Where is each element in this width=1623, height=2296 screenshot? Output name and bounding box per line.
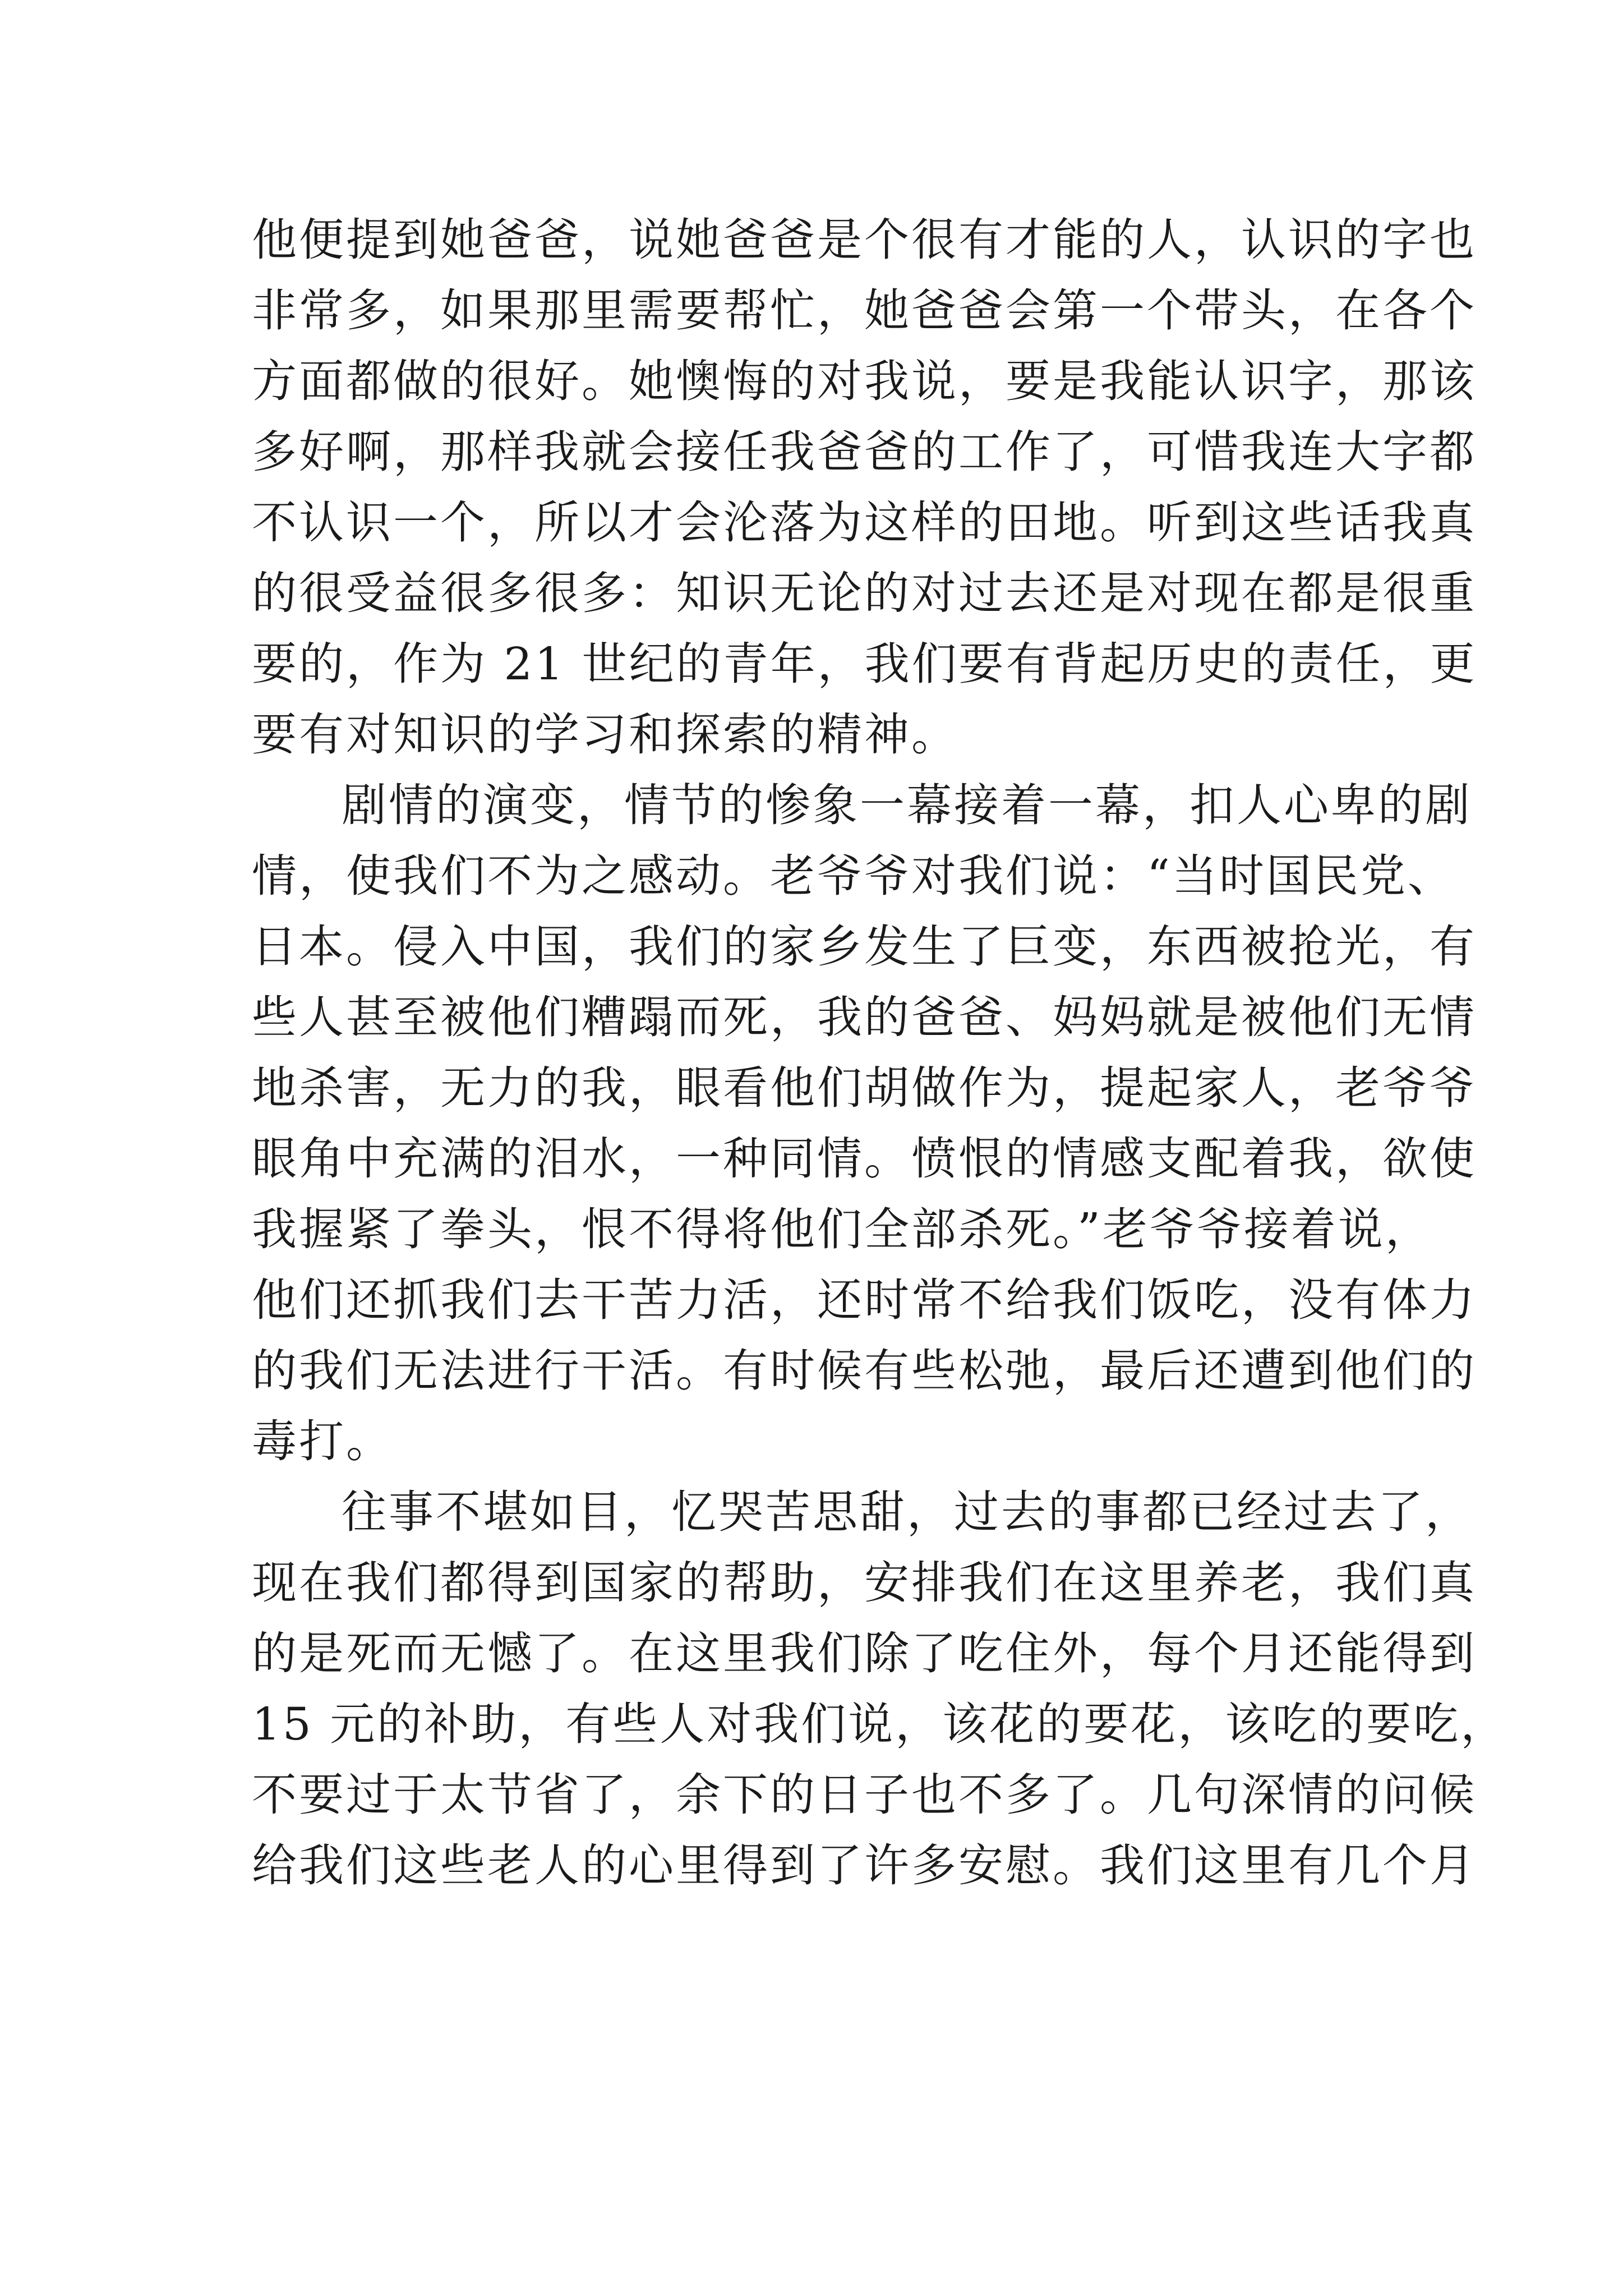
text-line: 地杀害，无力的我，眼看他们胡做作为，提起家人，老爷爷	[252, 1062, 1477, 1114]
text-line: 他们还抓我们去干苦力活，还时常不给我们饭吃，没有体力	[252, 1274, 1477, 1326]
text-line: 他便提到她爸爸，说她爸爸是个很有才能的人，认识的字也	[252, 214, 1477, 266]
text-line: 方面都做的很好。她懊悔的对我说，要是我能认识字，那该	[252, 355, 1477, 407]
paragraph-start-line: 剧情的演变，情节的惨象一幕接着一幕，扣人心卑的剧	[342, 779, 1472, 831]
text-line: 我握紧了拳头，恨不得将他们全部杀死。”老爷爷接着说，	[252, 1203, 1432, 1255]
text-line: 情，使我们不为之感动。老爷爷对我们说：“当时国民党、	[252, 850, 1455, 902]
text-line: 给我们这些老人的心里得到了许多安慰。我们这里有几个月	[252, 1839, 1477, 1892]
paragraph-start-line: 往事不堪如目，忆哭苦思甜，过去的事都已经过去了，	[342, 1486, 1472, 1538]
text-line: 眼角中充满的泪水，一种同情。愤恨的情感支配着我，欲使	[252, 1133, 1477, 1185]
text-line: 毒打。	[252, 1415, 393, 1467]
text-line: 多好啊，那样我就会接任我爸爸的工作了，可惜我连大字都	[252, 426, 1477, 478]
body-text	[252, 205, 1508, 1901]
text-line: 15 元的补助，有些人对我们说，该花的要花，该吃的要吃，	[252, 1698, 1508, 1750]
text-line: 些人甚至被他们糟蹋而死，我的爸爸、妈妈就是被他们无情	[252, 991, 1477, 1043]
text-line: 日本。侵入中国，我们的家乡发生了巨变，东西被抢光，有	[252, 921, 1477, 973]
text-line: 不认识一个，所以才会沦落为这样的田地。听到这些话我真	[252, 496, 1477, 549]
text-line: 的是死而无憾了。在这里我们除了吃住外，每个月还能得到	[252, 1627, 1477, 1680]
text-line: 的我们无法进行干活。有时候有些松弛，最后还遭到他们的	[252, 1345, 1477, 1397]
text-line: 要的，作为 21 世纪的青年，我们要有背起历史的责任，更	[252, 638, 1477, 690]
text-line: 的很受益很多很多：知识无论的对过去还是对现在都是很重	[252, 567, 1477, 619]
text-line: 现在我们都得到国家的帮助，安排我们在这里养老，我们真	[252, 1557, 1477, 1609]
text-line: 不要过于太节省了，余下的日子也不多了。几句深情的问候	[252, 1769, 1477, 1821]
text-line: 非常多，如果那里需要帮忙，她爸爸会第一个带头，在各个	[252, 284, 1477, 337]
text-line: 要有对知识的学习和探索的精神。	[252, 708, 958, 761]
